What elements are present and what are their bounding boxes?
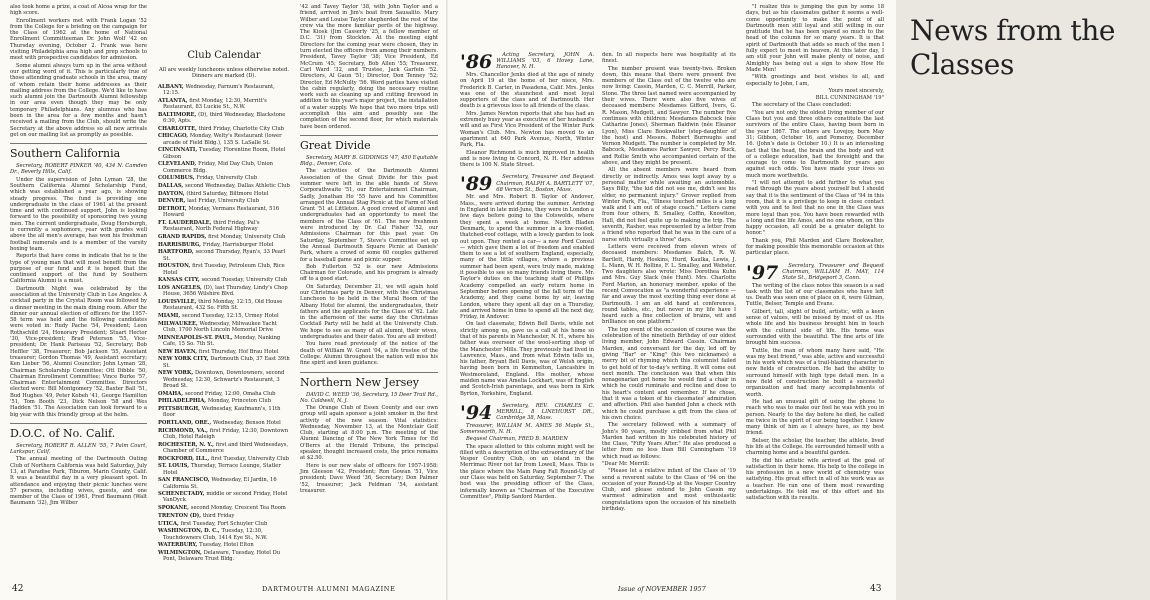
club-city: MILWAUKEE, [158,320,200,327]
club-calendar-entry [158,263,290,276]
secretary-line: Secretary, MARY B. GIDDINGS '47, 450 Equitable Bldg., Denver, Colo. [300,154,438,168]
club-calendar-entry [158,321,290,334]
right-column-3 [746,4,884,582]
club-city: COLUMBUS, [158,175,197,182]
paragraph: Dartmouth Night was celebrated by the association at the University Club in Los Angeles. A cocktail party in the Crystal Room was followed by a dinner meeting in the main dining room. After the dinner our annual election of officers for the 1957-58 term was held and the following candidates were voted in: Rudy Pache '54, President; Leon Rothschild '24, Honorary President; Stuart Hector '30, Vice-president; Brad Peterson '55, Vice-president; Dr. Hank Pariseau '52, Secretary; Bob Heffler '38, Treasurer; Bob Jackson '55, Assistant treasurer; Gordon Thomas '49, Assistant secretary; Ken Lieber '56, Alumni Councilor; John Lyman '28, Chairman Scholarship Committee; Ott Dibble '50, Chairman Enrollment Committee; Vince Burke '57, Chairman Entertainment Committee. Directors elected were: Bill Montgomery '52, Baxter Ball '51, Bud Hughes '49, Peter Kobeh '41, George Hamilton '51, Tom Booth '23, Dick Nelson '58 and Wes Hadden '51. The Association can look forward to a big year with this friendly group at the helm. [10,285,147,418]
issue-label: Issue of NOVEMBER 1957 [618,585,706,593]
letter-salutation: "Dear Mr. Merrill: [602,461,650,467]
divider [10,423,147,424]
club-city: NEW HAVEN, [158,348,199,355]
right-page [448,0,1116,600]
club-city: PORTLAND, ORE., [158,419,214,426]
class-year-86: '86 [460,51,493,73]
paragraph: The activities of the Dartmouth Alumni Association of the Great Divide for this past summer were left in the able hands of Steve Corporathwaite '51, our Entertainment Chairman, Sadly, Jonathan Ho '55 have and his Committee arranged the Annual Stag Picnic at the Farm of Ned Grant '51 at Littleton. A good crowd of alumni and undergraduates had an opportunity to meet the members of the Class of '61. The new freshmen were introduced by Dr. Cal Fisher '52, our Admissions Chairman for this past year. On Saturday, September 7, Steve's Committee set up the Annual Dartmouth Square Picnic at Daniels' Park, where a crowd of some 60 couples gathered for a baseball game and picnic supper. [300,168,438,263]
club-city: BALTIMORE, [158,111,199,118]
club-city: ALBANY, [158,83,186,90]
letter-paragraph: "I realize this is jumping the gun by some 18 days, but as his classmates gather it seems a well-come opportunity to make the point of all Dartmouth men still loyal and still willing in our gratitude that he has been spared so much to the head of the column for so many years. It is that spirit of Dartmouth that adds so much of the men I fully expect to meet in heaven. At this later day, I am still your John will make plenty of noise, and Almighty has being out a sign to show How He Made Men! [746,4,884,73]
club-city: NEW YORK, [158,370,195,377]
paragraph: Enrollment workers met with Frank Logan '52 from the College for a briefing on the campaign for the Class of 1962 at the home of National Enrollment Committeeman Dr. John Wolf '42 on Thursday evening, October 2. Frank was here visiting Philadelphia area high and prep schools to meet with prospective candidates for admission. [10,17,147,62]
club-calendar-entry [158,550,290,563]
club-calendar-entry [158,133,290,146]
left-column-1 [10,4,147,582]
secretary-line: Secretary, Treasurer and Bequest Chairman, WILLIAM H. MAY, 114 State St., Bridgeport 3, Conn. [782,262,884,281]
paragraph: All the absent members were heard from directly or indirectly. Amos was kept away by a personal matter while awaiting an automobile. Says Billy, "the kid did not see me, didn't see his elder, no permanent injury." Grover replied from Winter Park, Fla., "Illness touched miles is a long walk and I am out of stage coach." Letters came from four others, B. Smalley, Coffin, Knowlton, Hall, did not feel quite up to making the trip. The seventh, Rasher, was represented by a letter from a friend who reported that he was in the care of a nurse with virtually a three" days. [602,167,736,243]
club-city: CINCINNATI, [158,147,199,154]
club-meeting-details: second Thursday, Ryan's, 33 Pearl St. [163,249,286,262]
paragraph: He had an unusual gift of using the phone to reach who was to make our feel he was with you in person. Nearly to the day before he died, he called me twice in the spirit of our being together. I knew many think of him as I always have, as my best friend. [746,398,884,437]
club-city: MINNEAPOLIS-ST. PAUL, [158,334,235,341]
club-city: ROCKFORD, ILL., [158,455,212,462]
club-city: PHILADELPHIA, [158,398,208,405]
paragraph: Mr. and Mrs. Robert B. Taylor of Andover, Mass., were arrived during the summer. Arriving in England in late mid-June, they were in London a few days before going to the Cotswolds, where they spent a week at home. North Bladen Denmark, to spend the summer in a low-roofed, thatched-roof cottage, with a lovely garden to look out upon. They rented a car— a new Ford Consul — which gave them a lot of freedom and enabled them to see a lot of southern England, especially, many of the little villages, where a previous summer had been spent, were truly made, making it possible to see so many friends living there. Mr. Taylor's duties on the teaching staff of Phillips Academy compelled an early return home in September before opening of the fall term of the Academy, and they came home by air, leaving London, where they spent all day on a Thursday, and arrived home in time to spend all the next day, Friday, in Andover. [460,194,595,321]
secretary-line: Acting Secretary, JOHN A. WILLIAMS '03, 6 Hovey Lane, Hanover, N. H. [496,52,594,71]
club-calendar-entry [158,420,290,426]
paragraph: '42 and Tavey Taylor '38, with John Taylor and a friend, arrived in Jim's boat from Sausalito. Mary Wilber and Louise Taylor shepherded the rest of the crew via the more familiar perils of the highway. The Kiosk (Jim Casserly '25, a fellow member of D.C. '31) from Stockton. At the meeting eight Directors for the coming year were chosen, they in turn elected the officers from among their numbers. President, Tavey Taylor '38; Vice President, Ed McCrum '45; Secretary, Bob Allen '55; Treasurer, Carl Ward '32, and Trustee, Jack Garfein '52. Directors, Al Gaun '51; Director, Don Tenney '52; Director, Ed McNulty '56. Word parties have visited the cabin regularly, doing the necessary routine work such as cleaning up and cutting firewood in addition to this year's major project, the installation of a water supply. We hope that two more trips will accomplish this aim and possibly see the completion of the second floor, for which materials have been ordered. [300,4,438,130]
right-column-2 [602,52,736,582]
club-city: SCHENECTADY, [158,491,207,498]
club-meeting-details: first Tuesday, Fort Schuyler Club [180,520,268,527]
paragraph: The secretary followed with a summary of John's 90 years, mostly cribbed from what Phil Marden had written in his celebrated history of the Class, "Fifty Years After." He also produced a letter from no less than Bill Cunningham '19 which read as follows: [602,422,736,460]
club-calendar-entry [158,206,290,219]
paragraph: Reports that have come in indicate that he is the type of young man that will most benefit from the purpose of our fund and it is hoped that the continued support of the fund by Southern California Alumni is a must. [10,253,147,285]
club-calendar-entry [158,428,290,441]
club-calendar-entry [158,198,290,204]
club-calendar-entry [158,249,290,262]
paragraph: also took home a prize, a coat of Alcoa wrap for the high score. [10,4,147,17]
left-column-3 [300,4,438,582]
paragraph: The writing of the class notes this season is a sad task with the list of our classmates who have left us. Death was seen one of place on it, were Gilman, Tuttle, Belser, Temple and Evans. [746,282,884,308]
class-1894-header [460,403,594,422]
club-meeting-details: second Tuesday, University Club [201,277,288,284]
club-calendar-entry [158,191,290,197]
paragraph: Here is our new slate of officers for 1957-1958: Jim Gleeson '42, President; Ron Gowan '51, Vice president; Dave Weed '36, Secretary; Don Palmer '52, treasurer; Jack Feldman '54, assistant treasurer. [300,462,438,494]
club-calendar-entry [158,84,290,97]
club-calendar-entry [158,521,290,527]
paragraph: Tuttle, the man of whom many have said, "He was my best friend," was able, active and successful in his work which was of a trail-blazing character in new fields of construction. He had the ability to surround himself with high type detail men. In a new field of construction he built a successful organization and had many accomplishments of worth. [746,347,884,398]
class-year-94: '94 [460,401,493,424]
paragraph: "You are not only the oldest living member of our Class but you and three others constitute the last survivors of the entire Class, having been born in the year 1867. The others are Lovejoy, born May 31; Gibbon, October 16, and Pomeroy, December 16. (John's date is October 10.) It is an interesting fact that the head, the brain and the body and wit of a college education, had the foresight and the courage to come to Dartmouth for years ago against such odds. You have made your lives so much more worthwhile. [746,109,884,179]
class-1886-header [460,52,594,71]
club-calendar-entry [158,183,290,189]
club-calendar-entry [158,175,290,181]
club-calendar-entry [158,161,290,174]
club-meeting-details: Tuesday, Florentine Room, Hotel Gibson [163,147,286,160]
club-calendar-entry [158,234,290,240]
section-heading-doc: D.O.C. of No. Calif. [10,426,116,440]
section-heading-great-divide: Great Divide [300,138,371,152]
letter-paragraph: "Please let a relative infant of the Class of '19 send a reverent salute to the Class of '94 on the occasion of your Round-Up at the Vesper Country Club, and please extend to John Cassin my warmest admiration and most enthusiastic congratulations upon the occasion of his ninetieth birthday. [602,468,736,513]
club-city: SAN FRANCISCO, [158,477,212,484]
paragraph: Bob Fullerton '52 is our new Admissions Chairman for Colorado, and his program is already off to a good start. [300,263,438,283]
club-meeting-details: Friday, University Club [196,175,258,182]
letter-signature: BILL CUNNINGHAM '19" [815,95,884,102]
club-meeting-details: second Friday, 12:00, Omaha Club [184,390,276,397]
club-city: GRAND RAPIDS, [158,233,209,240]
left-page [0,0,448,600]
club-meeting-details: third Friday [202,512,235,519]
page-number-right: 43 [870,584,882,594]
club-calendar-entry [158,442,290,455]
club-meeting-details: Monday, Vermans Restaurant, 516 Howard [163,205,280,219]
club-calendar-entry [158,277,290,283]
club-meeting-details: Monday, Nanking Cafe, 15 So. 7th St. [163,334,281,347]
club-meeting-details: second Tuesday, 12:15, Urmey Hotel [181,312,279,319]
club-meeting-details: second Monday, Crescent Tea Room [190,505,286,512]
club-calendar-entry [158,406,290,419]
club-meeting-details: third Friday, Pal's Restaurant, North Federal Highway [163,219,260,233]
class-1897-header [746,263,884,282]
paragraph: Under the supervision of John Lyman '28, the Southern California Alumni Scholarship Fund, which was established a year ago, is showing steady progress. The fund is providing one undergraduate in the class of 1961 at the present time and with continued support, John is looking forward to the possibility of sponsoring two young men. The current undergraduate, Doug Horsburgh, is currently a sophomore, year with grades well above the all men's average, has won his freshman football numerals and is a member of the varsity boxing team. [10,176,147,252]
secretary-line: DAVID C. WEED '36, Secretary, 15 Deer Trail Rd., No. Caldwell, N. J. [300,391,438,404]
club-city: TRENTON (D), [158,512,203,519]
club-meeting-details: Tuesday, Hotel Elton [199,542,254,549]
club-meeting-details: Monday, Princeton Club [207,398,272,405]
paragraph: The number present was twenty-two. Broken down, this means that there were present five members of the Class out of the twelve who are now living: Cassin, Marden, C. C. Merrill, Parker, Stone. The three last named were accompanied by their wives. There were also five wives of deceased members: Mesdames Gifford, Ivers, G. R. Mason, Mudgett, and Sawyer. The number five continues with children: Mesdames Babcock (née Catharine Jones), Sherman Baldwin (née Eleanor Lyon), Miss Clare Bookwalter (step-daughter of the host) and Messrs. Robert Burroughs and Vernon Mudgett. The number is completed by Mr. Babcock, Mesdames Parker Sawyer, Percy Buck, and Rollie Smith who accompanied certain of the above, and they might be present. [602,65,736,167]
magazine-name: DARTMOUTH ALUMNI MAGAZINE [262,585,396,593]
club-calendar-entry [158,126,290,132]
club-meeting-details: third Friday, Charlotte City Club [198,125,284,132]
class-1889-header [460,173,594,196]
paragraph: The space allotted to this column might well be filled with a description of the extraordinary of the Vesper Country Club, on an island in the Merrimac River not far from Lowell, Mass. This is the place where the Main Pang Fall Round-Up of our Class was held on Saturday, September 7. The host was the presiding officer of the Class, informally known as "Chairman of the Executive Committee", Philip Sanford Marden. [460,443,594,500]
club-calendar-entry [158,147,290,160]
club-city: CHARLOTTE, [158,125,199,132]
club-meeting-details: Downtown, Downtowners, second Wednesday, 12:30, Schwartz's Restaurant, 3 Broad St. [163,370,285,389]
club-calendar-entry [158,242,290,248]
club-calendar-entry [158,299,290,312]
club-calendar-entry [158,463,290,476]
club-calendar-entry [158,349,290,355]
club-calendar-entry [158,477,290,490]
class-year-89: '89 [460,173,493,196]
paragraph: The Orange Club of Essex County and our own group will again sponsor a joint smoker in the first activity of the new season. Vital statistics: Wednesday, November 13, at the Montclair Golf Club, starting at 8:00 p.m. The meeting of the Alumni Dancing of The New York Times for Ed O'Berrs at the Herald Tribune, the principal speaker, thought increased costs, the price remains at $2.50. [300,404,438,462]
section-heading-southern-california: Southern California [10,147,121,161]
bequest-line: Bequest Chairman, FRED B. MARDEN [466,436,568,443]
club-city: KANSAS CITY, [158,277,202,284]
right-column-1 [460,52,594,582]
paragraph: Belser, the scholar, the teacher, the athlete, lived his life at the College. He surrounded himself with a charming home and a beautiful garden. [746,437,884,457]
class-year-97: '97 [746,261,779,284]
club-city: DALLAS, [158,182,186,189]
club-calendar-entry [158,542,290,548]
club-city: WILMINGTON, [158,549,204,556]
club-calendar-entry [158,220,290,233]
club-meeting-details: Dartmouth Club, 37 East 39th St. [163,356,290,369]
paragraph: Thank you, Phil Marden and Clare Bookwalter, for making possible this memorable occasion at this particular place. [746,237,884,257]
paragraph: On Saturday, December 21, we will again hold our Christmas party in Denver, with the Christmas Luncheon to be held in the Mural Room of the Albany Hotel for alumni, the undergraduates, their fathers and the applicants for the Class of '62. Late in the afternoon of the same day the Christmas Cocktail Party will be held at the University Club. We hope to see as many of all alumni, their wives, undergraduates and their dates. You are all invited! [300,283,438,341]
secretary-line: Secretary, ROBERT PINKER '40, 434 N. Camden Dr., Beverly Hills, Calif. [10,163,147,176]
club-calendar-entry [158,313,290,319]
club-city: UTICA, [158,520,181,527]
club-calendar [158,50,290,563]
divider [10,143,147,144]
section-heading-northern-new-jersey: Northern New Jersey [300,375,419,389]
paragraph: "I will not attempt to add further to what you read through the years about yourself but I should say that it is the sentiment of the Class of '94 in this room, that it is a privilege to keep in close contact with you and to feel that no one in the Class was more loyal than you. You have been rewarded with a long and fine life Amos, and no one whom, on this happy occasion, all could be a greater delight to honor." [746,180,884,237]
club-city: ATLANTA, [158,97,190,104]
club-city: LOUISVILLE, [158,298,199,305]
paragraph: The secretary of the Class concluded: [752,102,852,109]
club-city: NEW YORK CITY, [158,356,211,363]
divider [300,135,438,136]
club-meeting-details: (third Saturday, Biltmore Hotel [186,190,269,197]
divider [300,372,438,373]
club-calendar-entry [158,505,290,511]
secretary-line: Secretary, Treasurer and Bequest Chairman, RALPH A. BARTLETT '07, 68 Vernon St., Boston, Mass. [496,174,594,193]
club-meeting-details: Monday, Welty's Restaurant (lower arcade of Field Bldg.), 135 S. LaSalle St. [163,133,282,146]
paragraph: You have read previously of the notice of the death of William W. Grant '04, a life trustee of the College. Alumni throughout the nation will miss his fine spirit and keen guidance. [300,341,438,367]
club-calendar-entry [158,398,290,404]
club-meeting-details: Thursday, Terrace Lounge, Statler Hotel [163,463,281,476]
club-calendar-entry [158,285,290,298]
club-city: ST. LOUIS, [158,463,191,470]
club-calendar-entry [158,456,290,462]
secretary-line: Secretary, REV. CHARLES C. MERRILL, 8 LINEHURST DR., Cambridge 38, Mass. [496,402,594,422]
club-meeting-details: Wednesday, Benson Hotel [213,419,281,426]
paragraph: Gilbert, tall, slight of build, artistic, with a keen sense of values, will be missed by most of us. His whole life and his business brought him in touch with the cultural side of life. His home was surrounded with the beautiful. The fine arts of life brought him success. [746,308,884,347]
club-calendar-entry [158,513,290,519]
club-calendar-entry [158,528,290,541]
club-meeting-details: first Monday, 12:30, Merritt's Restaurant, 83 Luckie St., N.W. [163,97,267,110]
club-city: CLEVELAND, [158,161,199,168]
club-city: HOUSTON, [158,263,193,270]
club-meeting-details: last Friday, University Club [187,198,260,205]
paragraph: He did his artistic wife arrived at the goal of satisfaction in their home. His help to the college in his profession in a new world of chemistry was satisfying. His great effect in all of his work was as a teacher. He ran one of them most rewarding undertakings. He told me of this effort and his satisfaction with its results. [746,457,884,502]
club-city: FT. LAUDERDALE, [158,219,214,226]
paragraph: On last classmate, Edwin Bell Davis, while not strictly among us, gave us a call at his home so that of his parents in Manchester, N. H., where his father was overseer of the wool-sorting shop of the Manchester Mills. They previously had lived in Lawrence, Mass., and from what Edwin tells us, his father, Bryant Bell Davis, was of Welsh origin, having been born in Kemmelton, Lancashire in Westmoreland, England. His mother, whose maiden name was Amelia Lockhart, was of English and Scotch-Irish parentage, and was born in Kirk Byrton, Yorkshire, England. [460,321,594,397]
club-meeting-details: Wednesday, Milwaukee Yacht Club, 1700 North Lincoln Memorial Drive [163,320,277,333]
club-city: DETROIT, [158,205,189,212]
paragraph: Letters were received from eleven wives of deceased members: Mesdames Balch, R. W. Bartlett, Hardy, Hoskins, Hurd, Kaulka, Lewis, J. L. Mann, W. H. Rollins, F. L. Smalley, and Webster. Two daughters also wrote: Miss Dorothea Kuhn and Mrs. Guy Slack (née Hunt). Mrs. Charlotte Ford Marion, an honorary member, spoke of the recent Convocation as "a wonderful experience — far and away the most exciting thing ever done at Dartmouth. I am an old hand at conferences, round tables, etc., but never in my life have I heard such a fine collection of brains, wit and brilliance on one platform." [602,243,736,326]
page-number-left: 42 [12,584,24,594]
club-meeting-details: first Tuesday, University Club [211,455,289,462]
club-meeting-details: Wednesday, Farnum's Restaurant, 12:15. [163,83,275,96]
secretary-line: Secretary, ROBERT R. ALLEN '55, 7 Palm Court, Larkspur, Calif. [10,442,147,456]
club-calendar-entry [158,356,290,369]
club-meeting-details: first Friday, 12:30, Downtown Club, Hotel Raleigh [163,427,289,440]
club-calendar-entry [158,391,290,397]
club-meeting-details: Wednesday, Kaufmann's, 11th floor [163,405,281,419]
paragraph: den. In all respects here was hospitality at its finest. [602,52,736,65]
club-meeting-details: Wednesday, El Jardin, 16 California St. [163,477,277,490]
club-city: WASHINGTON, D. C., [158,528,222,535]
club-meeting-details: first Tuesday, Petroleum Club, Rice Hotel [163,263,285,276]
club-calendar-entry [158,370,290,389]
paragraph: The top event of the occasion of course was the celebration of the ninetieth Birthday of our oldest living member, John Edward Cassin. Chairman Marden, and conversant for the day, led off by giving "Bar" or "King" (his two nicknames) a merry bit of rhyming which this columnist failed to get hold of for to-day's writing. It will come out next month. The conclusion was that when this nonagenarian got home he would find a chair in which he could ruminate and recline and dose to his heart's content and remember. If he chose, that it was a token of his classmates' admiration and affection. Phil also handed John a check with which he could purchase a gift from the class of his own choice. [602,326,736,421]
club-calendar-entry [158,98,290,111]
club-meeting-details: Friday, Mid Day Club, Union Commerce Bldg. [163,161,273,174]
club-meeting-details: Tuesday, 12:30, Touchdowners Club, 1414 Eye St., N.W. [163,528,268,541]
paragraph: Mrs. James Newton reports that she has had an extremely busy year as executive of her husband's will and as First Vice President of the Winter Park Woman's Club. Mrs. Newton has moved to an apartment at 640 Park Avenue, North, Winter Park, Fla. [460,110,594,149]
club-calendar-entry [158,491,290,504]
club-city: CHICAGO, [158,133,190,140]
club-meeting-details: first Thursday, Hof Brau Hotel [198,348,279,355]
club-meeting-details: second Wednesday, Dallas Athletic Club [185,182,290,189]
club-calendar-entry [158,112,290,125]
club-city: RICHMOND, VA., [158,427,210,434]
club-calendar-title: Club Calendar [187,50,261,61]
club-meeting-details: (D), last Thursday, Lindy's Chop House, 3656 Wilshire Blvd. [163,284,288,298]
club-meeting-details: Delaware, Tuesday, Hotel Du Pont, Delaware Trust Bldg. [163,549,281,563]
letter-paragraph: "With greetings and best wishes to all, and especially to John, I am, [746,74,884,87]
paragraph: Mrs. Chancellor Jenks died at the age of ninety on April 19 at the home of her niece, Mrs. Frederick B. Carter, in Pasadena, Calif. Mrs. Jenks was one of the staunchest and most loyal supporters of the class and of Dartmouth. Her death is a grievous loss to all friends of the class. [460,72,594,110]
masthead-title: News from the Classes [910,14,1116,81]
club-meeting-details: (D), third Wednesday, Blackstone 6:30, Apts. [163,111,286,124]
club-meeting-details: middle or second Friday, Hotel VanDyck [163,491,288,504]
club-meeting-details: first Monday, University Club [208,233,286,240]
club-city: HARTFORD, [158,249,196,256]
club-city: DAYTON, [158,190,187,197]
club-city: LOS ANGELES, [158,284,204,291]
letter-closing: Yours most sincerely, [828,87,884,94]
club-meeting-details: third Monday, 12:15, Old House Restaurant, 432 So. Fifth St. [163,298,283,312]
paragraph: The annual meeting of the Dartmouth Outing Club of Northern California was held Saturday, July 13, at Paradise Park, Tiburon, Marin County, Calif. It was a beautiful day in a very pleasant spot. In attendance and enjoying their picnic lunches were 57 persons, including wives, guests, and one member of the Class of 1961, Fred Baumann (Walt Baumann '32), Jim Wilber [10,456,147,507]
club-calendar-entry [158,335,290,348]
paragraph: Eleanor Richmond is much improved in health and is now living in Concord, N. H. Her address there is 100 N. State Street. [460,149,594,169]
club-city: DENVER, [158,198,188,205]
club-meeting-details: first and third Wednesdays, Chamber of Commerce [163,441,289,454]
club-city: SPOKANE, [158,505,191,512]
club-city: WATERBURY, [158,542,200,549]
club-city: OMAHA, [158,390,185,397]
club-calendar-note: All are weekly luncheons unless otherwise noted. Dinners are marked (D). [159,67,289,80]
club-city: ROCHESTER, N. Y., [158,441,216,448]
treasurer-line: Treasurer, WILLIAM M. AMES 56 Maple St., Somersworth, N. H. [460,422,594,436]
club-calendar-list [158,84,290,563]
club-meeting-details: Friday, Harrisburger Hotel [202,241,274,248]
paragraph: Some alumni always turn up in the area without our getting word of it. This is particularly true of those attending graduate schools in the area, many of whom retain their home addresses as their mailing address from the College. We'd like to have such alumni join the Dartmouth Alumni fellowship in our area even though they may be only temporary Philadelphians. Any alumnus who has been in the area for a few months and hasn't received a mailing from the Club, should write the Secretary at the above address so all new arrivals get on our mailing list as promptly as possible. [10,62,147,138]
club-city: PITTSBURGH, [158,405,202,412]
club-city: HARRISBURG, [158,241,203,248]
club-city: MIAMI, [158,312,182,319]
